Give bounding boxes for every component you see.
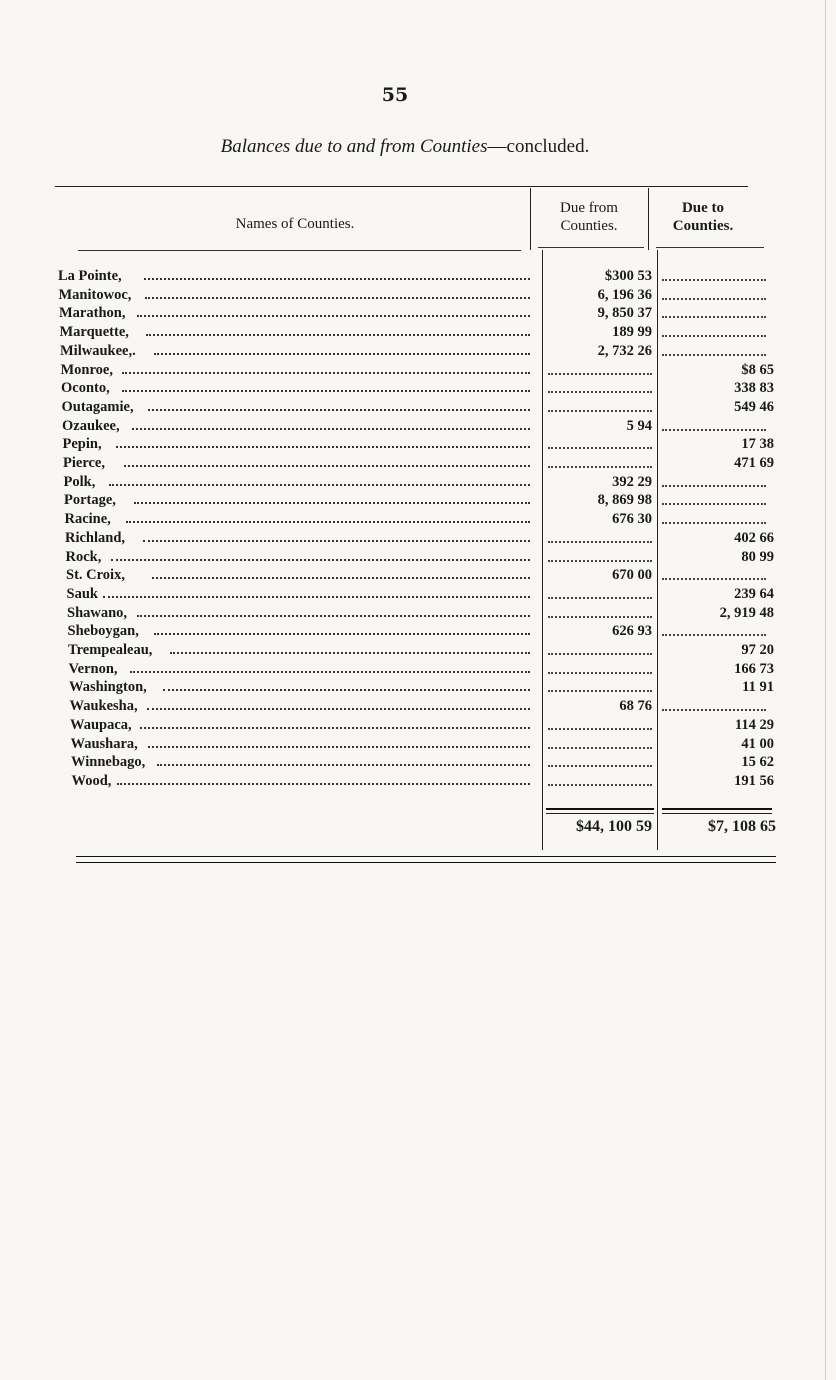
leader-dots [147,708,530,710]
due-from-blank-dots [548,616,652,618]
title-italic: Balances due to and from Counties [220,136,488,157]
due-from-blank-dots [548,373,652,375]
due-from-blank-dots [548,410,652,412]
column-divider-left [542,250,543,850]
due-from-blank-dots [548,541,652,543]
leader-dots [122,390,530,392]
title-suffix: —concluded. [487,136,590,157]
county-name: Sauk [66,585,98,602]
due-from-value: 189 99 [612,324,652,341]
header-due-to-line2: Counties. [672,218,734,234]
county-name: Pierce, [63,455,105,471]
due-to-value: 11 91 [742,679,774,696]
due-to-value: 239 64 [734,585,774,602]
due-to-blank-dots [662,354,766,356]
due-to-blank-dots [662,634,766,636]
due-to-value: 402 66 [734,529,774,546]
bottom-rule-double [76,862,776,863]
county-name: Winnebago, [71,754,146,771]
header-due-to-line1: Due to [681,200,725,216]
due-to-value: 338 83 [734,380,774,397]
county-name: Shawano, [67,604,128,621]
leader-dots [144,278,530,280]
due-from-value: 5 94 [626,417,652,434]
leader-dots [157,764,530,766]
county-name: St. Croix, [66,567,125,584]
due-to-value: 549 46 [734,398,774,415]
total-rule-due-from [546,808,654,810]
leader-dots [154,353,530,355]
leader-dots [111,559,531,561]
due-from-value: 68 76 [619,698,652,715]
total-due-from: $44, 100 59 [576,818,652,835]
due-from-value: 6, 196 36 [597,286,652,303]
leader-dots [148,409,531,411]
due-from-value: 676 30 [612,511,652,528]
due-from-blank-dots [548,672,652,674]
total-rule-due-to [662,808,772,810]
due-from-value: 9, 850 37 [597,305,652,322]
county-name: Pepin, [62,436,102,453]
bottom-rule [76,856,776,857]
leader-dots [152,577,530,579]
due-from-blank-dots [548,653,652,655]
page-number: 55 [381,84,409,106]
county-name: Wood, [71,772,112,789]
header-due-from-line1: Due from [560,200,618,216]
due-from-blank-dots [548,560,652,562]
due-to-value: 97 20 [741,642,774,658]
due-from-blank-dots [548,391,652,393]
leader-dots [117,783,531,785]
leader-dots [130,671,530,673]
header-underline-due-to [656,247,764,248]
county-name: Milwaukee,. [60,342,136,359]
total-rule2-due-from [546,813,654,814]
leader-dots [145,297,531,299]
header-underline-names [78,250,521,251]
county-name: Oconto, [61,380,110,397]
leader-dots [109,484,531,486]
county-name: Marquette, [59,324,129,341]
due-to-value: 17 38 [741,436,774,453]
leader-dots [163,689,530,691]
due-to-blank-dots [662,429,766,431]
due-from-blank-dots [548,765,652,767]
county-name: Washington, [69,679,147,696]
due-to-value: 191 56 [734,772,774,789]
leader-dots [143,540,530,542]
header-due-from-line2: Counties. [560,218,618,234]
leader-dots [134,502,530,504]
due-from-blank-dots [548,466,652,468]
due-to-blank-dots [662,335,766,337]
leader-dots [137,315,530,317]
due-from-blank-dots [548,690,652,692]
county-name: Monroe, [60,361,113,378]
due-to-value: 166 73 [734,660,774,677]
due-to-blank-dots [662,316,766,318]
due-to-blank-dots [662,522,766,524]
column-divider-right [657,250,658,850]
due-to-blank-dots [662,298,766,300]
county-name: Racine, [64,511,111,528]
leader-dots [124,465,530,467]
county-name: La Pointe, [58,268,122,284]
due-to-blank-dots [662,578,766,580]
county-name: Sheboygan, [67,623,139,640]
header-due-to [648,199,758,235]
county-name: Waupaca, [70,716,132,733]
due-to-blank-dots [662,503,766,505]
page-title [60,136,750,158]
leader-dots [170,652,530,654]
due-from-blank-dots [548,597,652,599]
due-to-blank-dots [662,279,766,281]
leader-dots [132,428,530,430]
county-name: Polk, [63,473,96,490]
leader-dots [122,372,530,374]
leader-dots [148,746,530,748]
county-name: Rock, [65,548,102,565]
due-from-blank-dots [548,747,652,749]
leader-dots [154,633,531,635]
due-to-value: 80 99 [741,548,774,565]
county-name: Outagamie, [61,398,134,415]
table-top-rule [55,186,748,187]
due-from-value: 670 00 [612,567,652,584]
due-from-blank-dots [548,447,652,449]
due-to-value: 2, 919 48 [719,604,774,621]
page-edge [825,0,826,1380]
due-from-value: 626 93 [612,623,652,640]
leader-dots [116,446,530,448]
header-underline-due-from [538,247,644,248]
leader-dots [126,521,530,523]
county-name: Portage, [64,492,116,509]
due-to-value: $8 65 [741,361,774,378]
leader-dots [103,596,530,598]
total-rule2-due-to [662,813,772,814]
header-names: Names of Counties. [235,216,355,232]
header-due-from [530,199,648,235]
due-to-value: 471 69 [734,455,774,471]
leader-dots [137,615,530,617]
leader-dots [140,727,530,729]
due-from-value: 8, 869 98 [597,492,652,509]
due-to-blank-dots [662,709,766,711]
county-name: Trempealeau, [68,642,153,658]
due-from-value: 392 29 [612,473,652,490]
due-to-value: 41 00 [741,735,774,752]
total-due-to: $7, 108 65 [708,818,776,835]
due-from-blank-dots [548,784,652,786]
due-from-value: $300 53 [604,268,652,284]
due-to-value: 114 29 [734,716,774,733]
due-to-value: 15 62 [741,754,774,771]
due-to-blank-dots [662,485,766,487]
due-from-blank-dots [548,728,652,730]
county-name: Ozaukee, [62,417,120,434]
county-name: Richland, [65,529,126,546]
county-name: Vernon, [68,660,118,677]
county-name: Marathon, [59,305,126,322]
due-from-value: 2, 732 26 [597,342,652,359]
leader-dots [146,334,531,336]
county-name: Waushara, [70,735,138,752]
county-name: Waukesha, [69,698,138,715]
county-name: Manitowoc, [58,286,132,303]
